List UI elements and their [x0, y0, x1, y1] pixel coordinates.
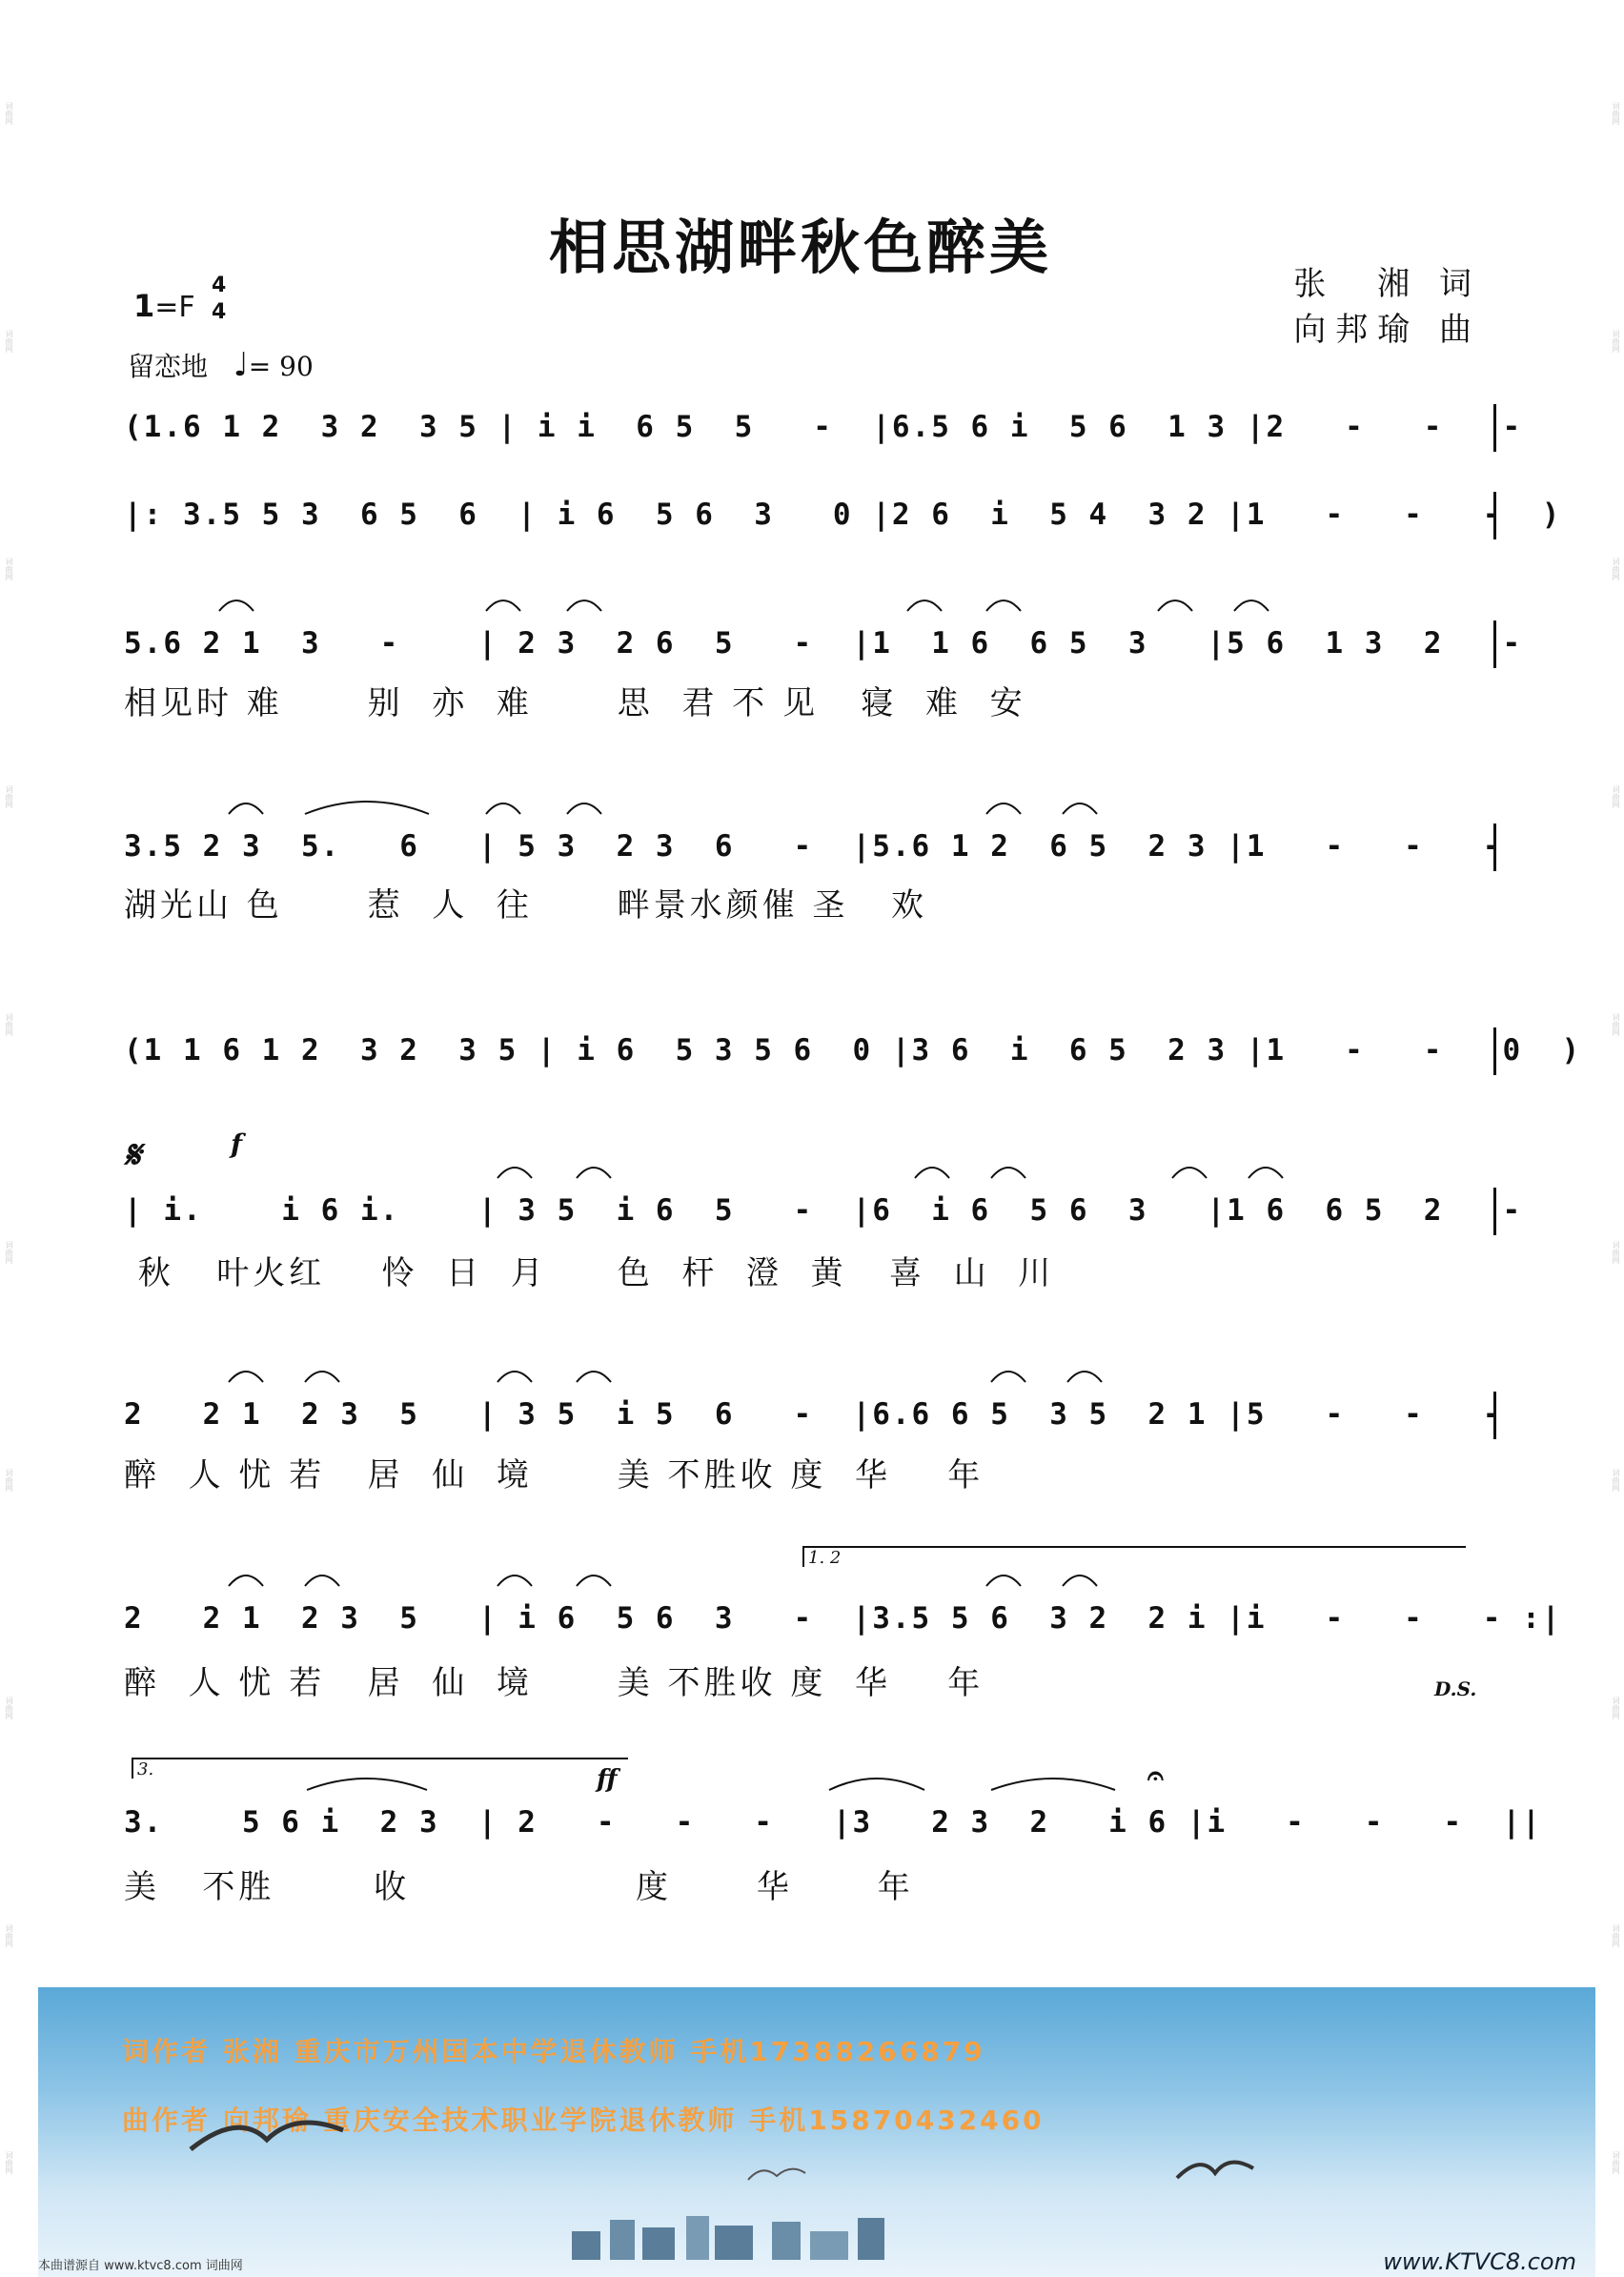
time-signature-top: 4: [212, 274, 227, 297]
watermark-text: 词曲网: [5, 2151, 13, 2175]
lyrics-line: 美 不胜 收 度 华 年: [124, 1868, 914, 1906]
notation-line: 5.6 2 1 3 - | 2 3 2 6 5 - |1 1 6 6 5 3 |5 6 1 3 2 -: [124, 626, 1562, 661]
barline: [1493, 492, 1496, 539]
score-system: [124, 1022, 1582, 1079]
time-signature-bottom: 4: [212, 300, 227, 324]
watermark-text: 词曲网: [5, 102, 13, 126]
watermark-text: 词曲网: [5, 330, 13, 354]
watermark-text: 词曲网: [1612, 1923, 1620, 1947]
watermark-text: 词曲网: [5, 1240, 13, 1264]
score-system: [124, 615, 1562, 672]
lyrics-line: 秋 叶火红 怜 日 月 色 杆 澄 黄 喜 山 川: [124, 1254, 1055, 1292]
notation-line: 2 2 1 2 3 5 | 3 5 i 5 6 - |6.6 6 5 3 5 2 1 |5 - - -: [124, 1397, 1542, 1432]
source-note: 本曲谱源自 www.ktvc8.com 词曲网: [38, 2259, 243, 2273]
city-skyline: [572, 2203, 1106, 2260]
watermark-strip-right: [1607, 0, 1624, 2277]
watermark-text: 词曲网: [1612, 102, 1620, 126]
notation-line: 3. 5 6 i 2 3 | 2 - - - |3 2 3 2 i 6 |i - - - ||: [124, 1805, 1542, 1840]
watermark-text: 词曲网: [1612, 2151, 1620, 2175]
lyricist-credit: 张 湘 词: [1293, 265, 1481, 303]
watermark-text: 词曲网: [5, 1923, 13, 1947]
slur-marks: [124, 789, 1496, 818]
notation-line: (1.6 1 2 3 2 3 5 | i i 6 5 5 - |6.5 6 i 5 6 1 3 |2 - - -: [124, 410, 1562, 444]
notation-line: (1 1 6 1 2 3 2 3 5 | i 6 5 3 5 6 0 |3 6 i 6 5 2 3 |1 - - 0 ): [124, 1033, 1582, 1067]
score-system: [124, 1590, 1562, 1647]
watermark-strip-left: [0, 0, 17, 2277]
key-signature: [133, 288, 195, 324]
tempo-bpm: = 90: [248, 351, 314, 382]
barline: [1493, 1027, 1496, 1075]
composer-contact: 曲作者 向邦瑜 重庆安全技术职业学院退休教师 手机15870432460: [122, 2104, 1045, 2136]
notation-line: | i. i 6 i. | 3 5 i 6 5 - |6 i 6 5 6 3 |1 6 6 5 2 -: [124, 1193, 1562, 1228]
watermark-text: 词曲网: [1612, 330, 1620, 354]
forte-mark: f: [231, 1128, 243, 1160]
score-system: [124, 1386, 1542, 1443]
notation-line: 2 2 1 2 3 5 | i 6 5 6 3 - |3.5 5 6 3 2 2 i |i - - - :|: [124, 1601, 1562, 1636]
dal-segno-mark: D.S.: [1434, 1677, 1477, 1700]
seagull-icon: [1172, 2149, 1258, 2187]
tempo-expression: 留恋地: [128, 351, 209, 382]
key-text: =F: [154, 291, 195, 324]
score-system: [124, 1182, 1562, 1239]
quarter-note-icon: ♩: [233, 346, 249, 384]
barline: [1493, 1188, 1496, 1235]
watermark-text: 词曲网: [5, 1696, 13, 1719]
fermata-mark: 𝄐: [1147, 1759, 1164, 1793]
score-system: [124, 818, 1542, 875]
lyrics-line: 相见时 难 别 亦 难 思 君 不 见 寝 难 安: [124, 684, 1026, 722]
barline: [1493, 620, 1496, 668]
site-logo: www.KTVC8.com: [1383, 2248, 1576, 2275]
score-system: [124, 1794, 1542, 1851]
watermark-text: 词曲网: [1612, 1468, 1620, 1492]
fortissimo-mark: ff: [597, 1765, 618, 1794]
volta-bracket-1-2: 1. 2: [802, 1546, 1466, 1567]
time-signature: [212, 273, 226, 326]
tempo-marking: [128, 346, 314, 384]
watermark-text: 词曲网: [1612, 785, 1620, 809]
seagull-icon: [181, 2092, 353, 2168]
volta-bracket-3: 3.: [132, 1758, 628, 1779]
composer-credit: 向邦瑜 曲: [1293, 311, 1481, 349]
segno-mark: 𝄋: [124, 1132, 141, 1177]
key-tonic: 1: [133, 288, 155, 324]
barline: [1493, 1392, 1496, 1439]
watermark-text: 词曲网: [5, 1013, 13, 1036]
watermark-text: 词曲网: [1612, 1240, 1620, 1264]
slur-marks: [124, 1153, 1496, 1182]
barline: [1493, 823, 1496, 871]
slur-marks: [124, 1357, 1496, 1386]
watermark-text: 词曲网: [1612, 558, 1620, 581]
lyricist-contact: 词作者 张湘 重庆市万州国本中学退休教师 手机17388266879: [122, 2036, 985, 2067]
notation-line: |: 3.5 5 3 6 5 6 | i 6 5 6 3 0 |2 6 i 5 4 3 2 |1 - - - ): [124, 498, 1562, 532]
score-system: [124, 486, 1562, 543]
lyrics-line: 醉 人 忧 若 居 仙 境 美 不胜收 度 华 年: [124, 1456, 985, 1494]
lyrics-line: 湖光山 色 惹 人 往 畔景水颜催 圣 欢: [124, 886, 927, 925]
slur-marks: [124, 586, 1496, 615]
lyrics-line: 醉 人 忧 若 居 仙 境 美 不胜收 度 华 年: [124, 1664, 985, 1702]
watermark-text: 词曲网: [5, 785, 13, 809]
seagull-icon: [743, 2159, 810, 2187]
watermark-text: 词曲网: [1612, 1013, 1620, 1036]
notation-line: 3.5 2 3 5. 6 | 5 3 2 3 6 - |5.6 1 2 6 5 2 3 |1 - - -: [124, 829, 1542, 864]
watermark-text: 词曲网: [1612, 1696, 1620, 1719]
watermark-text: 词曲网: [5, 558, 13, 581]
score-system: [124, 398, 1562, 456]
watermark-text: 词曲网: [5, 1468, 13, 1492]
footer-banner: [38, 1987, 1595, 2277]
song-title: 相思湖畔秋色醉美: [548, 213, 1052, 282]
barline: [1493, 404, 1496, 452]
